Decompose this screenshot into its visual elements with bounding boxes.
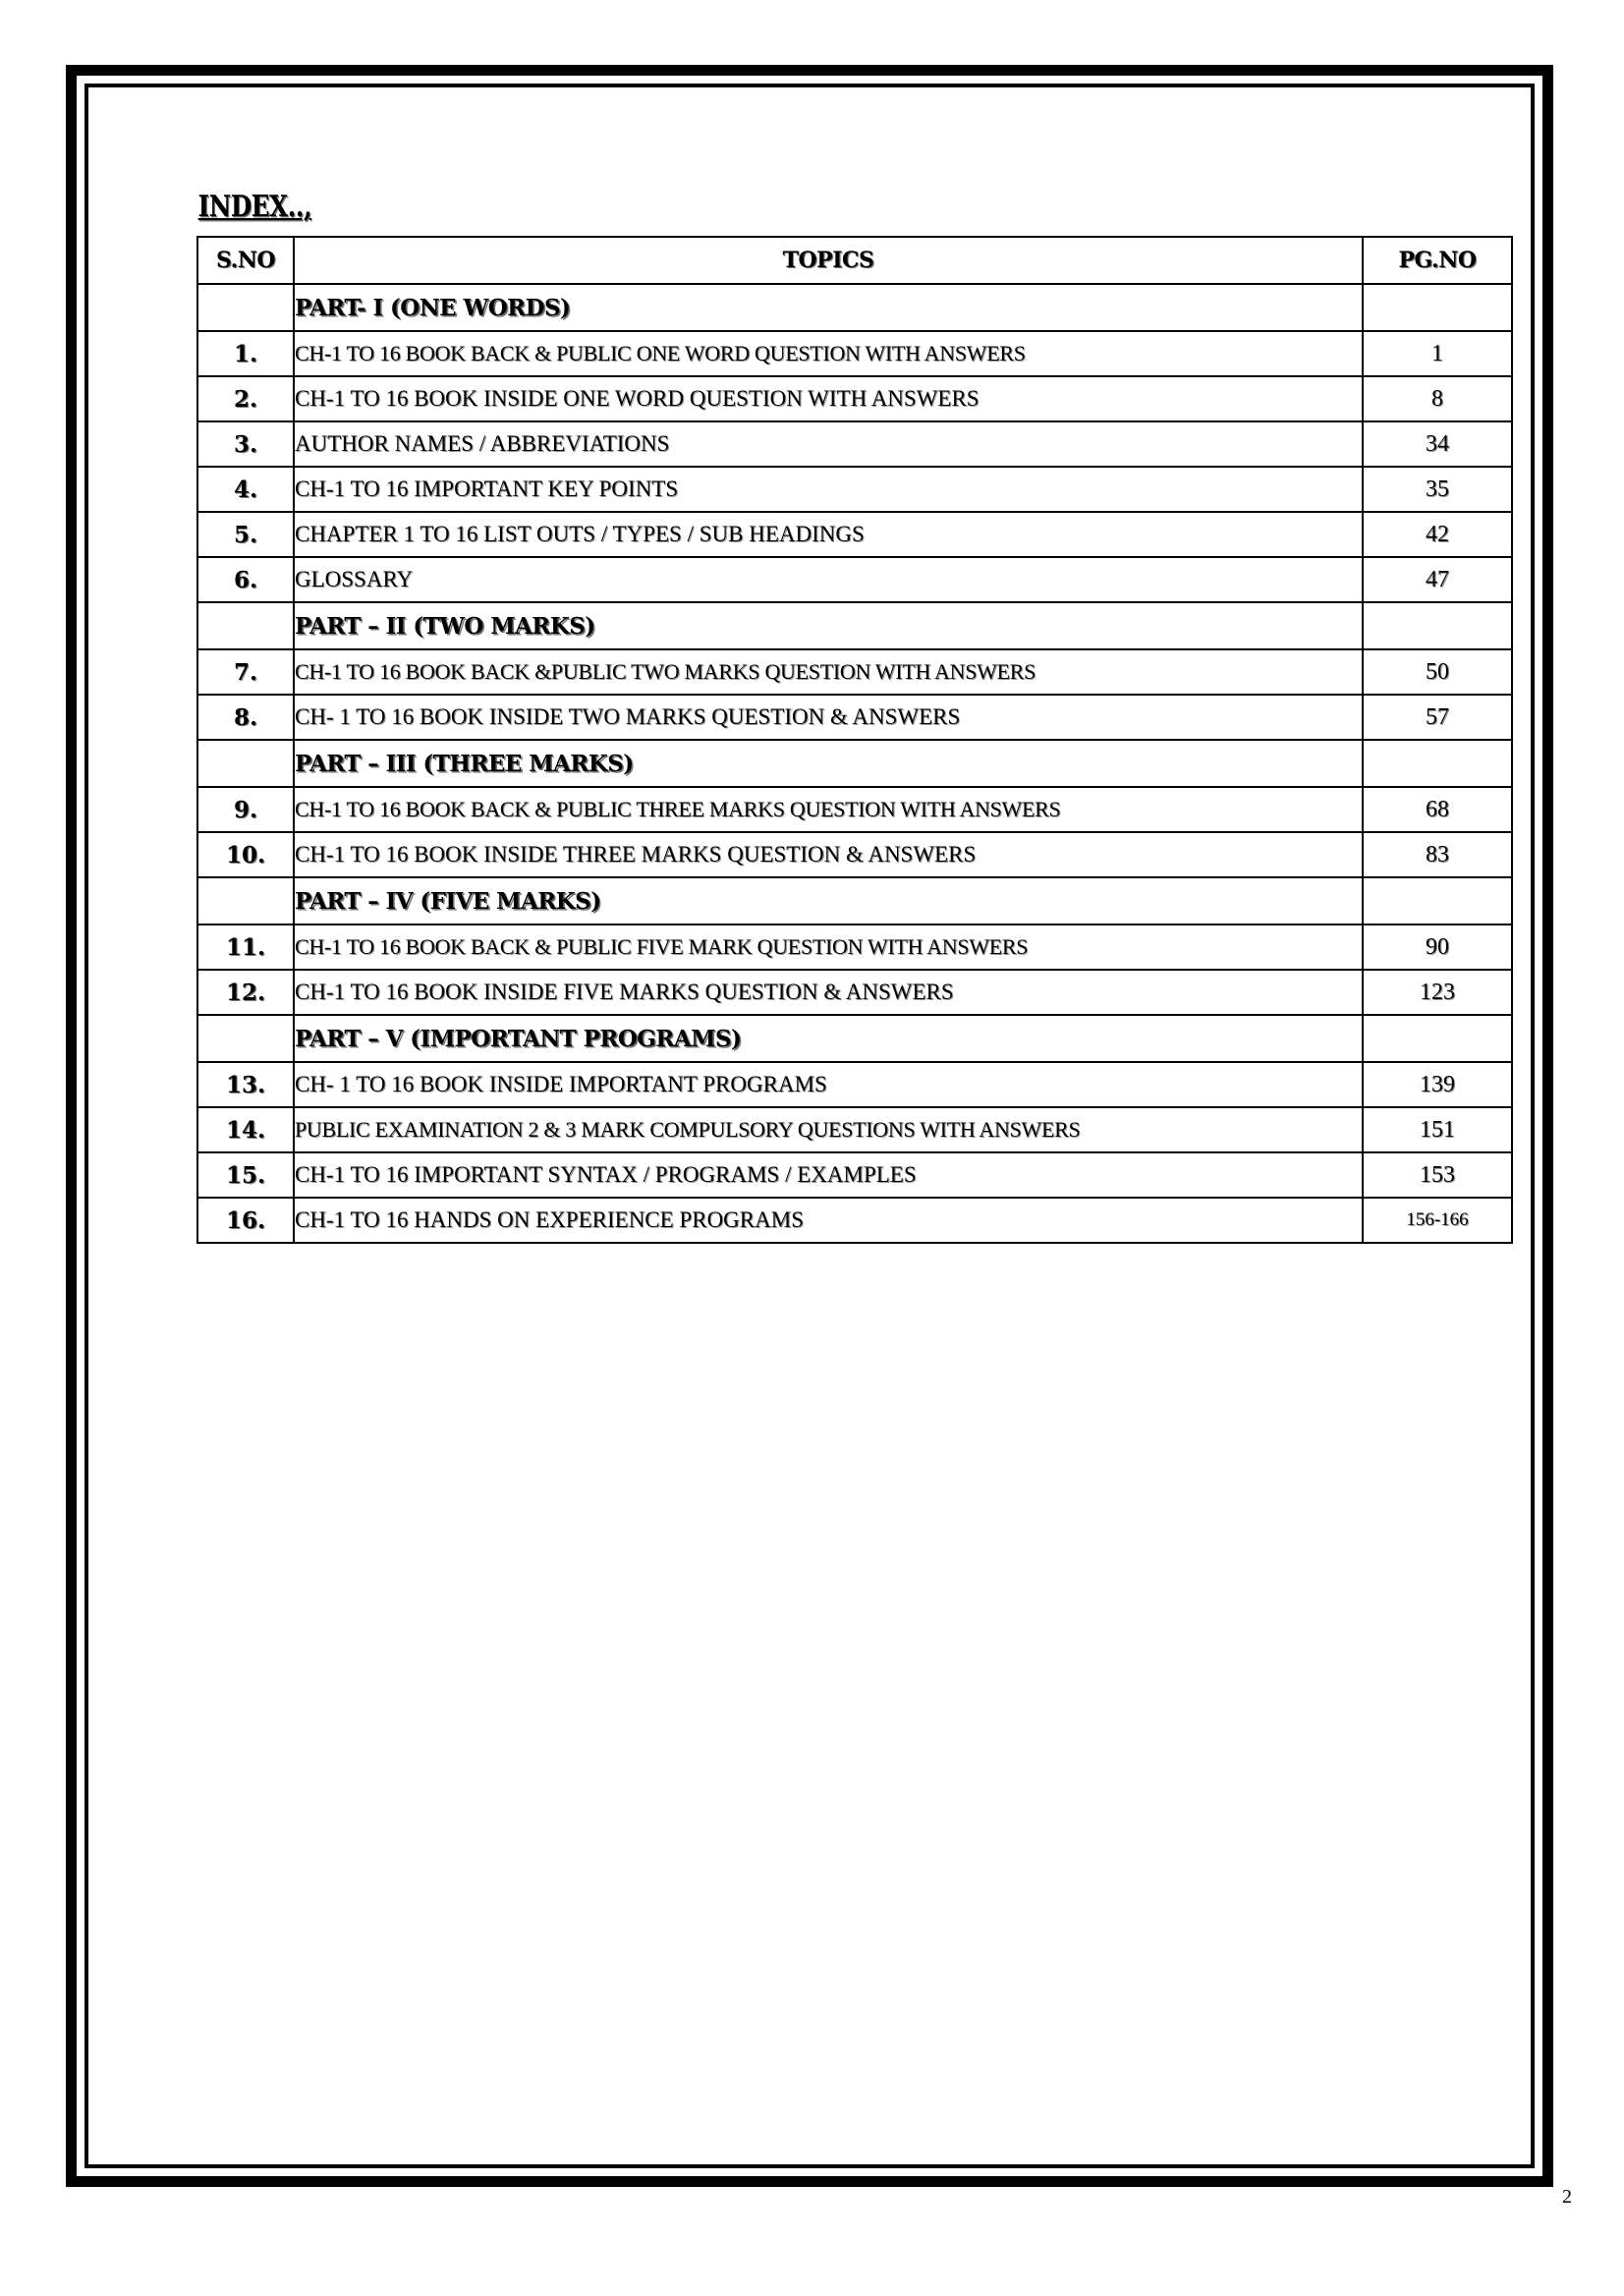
cell-page-number: 57 [1363,695,1512,740]
cell-serial-number: 11. [197,924,294,970]
cell-topic: AUTHOR NAMES / ABBREVIATIONS [294,421,1363,467]
cell-page-number: 156-166 [1363,1198,1512,1243]
cell-topic: CHAPTER 1 TO 16 LIST OUTS / TYPES / SUB HEADINGS [294,512,1363,557]
cell-serial-number [197,877,294,924]
table-row [197,512,1512,557]
cell-topic: CH-1 TO 16 BOOK BACK & PUBLIC THREE MARKS QUESTION WITH ANSWERS [294,787,1363,832]
cell-serial-number [197,740,294,787]
cell-topic: CH-1 TO 16 BOOK BACK &PUBLIC TWO MARKS QUESTION WITH ANSWERS [294,649,1363,695]
cell-topic: CH-1 TO 16 IMPORTANT SYNTAX / PROGRAMS / EXAMPLES [294,1152,1363,1198]
column-header-sno: S.NO [197,237,294,284]
table-row [197,376,1512,421]
cell-page-number: 83 [1363,832,1512,877]
cell-serial-number: 3. [197,421,294,467]
table-row [197,832,1512,877]
cell-serial-number: 13. [197,1062,294,1107]
table-row [197,649,1512,695]
table-row [197,1107,1512,1152]
cell-serial-number: 6. [197,557,294,602]
cell-topic: CH-1 TO 16 IMPORTANT KEY POINTS [294,467,1363,512]
table-row [197,557,1512,602]
cell-serial-number: 2. [197,376,294,421]
cell-page-number: 151 [1363,1107,1512,1152]
table-header-row [197,237,1512,284]
cell-serial-number: 5. [197,512,294,557]
table-row [197,421,1512,467]
table-body [197,284,1512,1243]
cell-page-number: 47 [1363,557,1512,602]
table-row [197,331,1512,376]
table-row [197,1152,1512,1198]
cell-page-number: 35 [1363,467,1512,512]
cell-page-number [1363,284,1512,331]
cell-topic: CH-1 TO 16 BOOK INSIDE THREE MARKS QUESTION & ANSWERS [294,832,1363,877]
cell-part-heading: PART – V (IMPORTANT PROGRAMS) [294,1015,1363,1062]
cell-page-number: 50 [1363,649,1512,695]
cell-serial-number: 7. [197,649,294,695]
cell-part-heading: PART – IV (FIVE MARKS) [294,877,1363,924]
cell-page-number: 153 [1363,1152,1512,1198]
cell-page-number [1363,1015,1512,1062]
cell-topic: CH-1 TO 16 BOOK BACK & PUBLIC FIVE MARK QUESTION WITH ANSWERS [294,924,1363,970]
cell-page-number [1363,740,1512,787]
cell-serial-number: 12. [197,970,294,1015]
table-row [197,1062,1512,1107]
cell-topic: CH-1 TO 16 BOOK INSIDE ONE WORD QUESTION WITH ANSWERS [294,376,1363,421]
table-row [197,695,1512,740]
cell-page-number: 123 [1363,970,1512,1015]
page-content [196,190,1513,1244]
cell-page-number [1363,602,1512,649]
part-heading-row [197,877,1512,924]
table-row [197,787,1512,832]
cell-serial-number: 10. [197,832,294,877]
page-number: 2 [1562,2186,1572,2208]
cell-serial-number [197,1015,294,1062]
cell-topic: CH-1 TO 16 BOOK INSIDE FIVE MARKS QUESTION & ANSWERS [294,970,1363,1015]
cell-topic: CH-1 TO 16 HANDS ON EXPERIENCE PROGRAMS [294,1198,1363,1243]
cell-serial-number: 9. [197,787,294,832]
part-heading-row [197,740,1512,787]
table-row [197,970,1512,1015]
cell-topic: CH-1 TO 16 BOOK BACK & PUBLIC ONE WORD QUESTION WITH ANSWERS [294,331,1363,376]
cell-page-number: 68 [1363,787,1512,832]
cell-topic: PUBLIC EXAMINATION 2 & 3 MARK COMPULSORY QUESTIONS WITH ANSWERS [294,1107,1363,1152]
cell-page-number: 139 [1363,1062,1512,1107]
cell-topic: CH- 1 TO 16 BOOK INSIDE IMPORTANT PROGRAMS [294,1062,1363,1107]
cell-serial-number [197,602,294,649]
cell-page-number: 34 [1363,421,1512,467]
cell-serial-number: 15. [197,1152,294,1198]
cell-serial-number: 8. [197,695,294,740]
page-title: INDEX.., [197,190,312,224]
cell-serial-number [197,284,294,331]
cell-serial-number: 4. [197,467,294,512]
cell-part-heading: PART- I (ONE WORDS) [294,284,1363,331]
part-heading-row [197,602,1512,649]
table-row [197,1198,1512,1243]
part-heading-row [197,1015,1512,1062]
cell-page-number: 90 [1363,924,1512,970]
cell-page-number: 8 [1363,376,1512,421]
cell-part-heading: PART – II (TWO MARKS) [294,602,1363,649]
cell-page-number: 1 [1363,331,1512,376]
cell-topic: CH- 1 TO 16 BOOK INSIDE TWO MARKS QUESTION & ANSWERS [294,695,1363,740]
part-heading-row [197,284,1512,331]
column-header-pgno: PG.NO [1363,237,1512,284]
table-row [197,924,1512,970]
table-row [197,467,1512,512]
index-table [196,236,1513,1244]
cell-topic: GLOSSARY [294,557,1363,602]
cell-serial-number: 16. [197,1198,294,1243]
cell-serial-number: 14. [197,1107,294,1152]
cell-page-number [1363,877,1512,924]
cell-page-number: 42 [1363,512,1512,557]
cell-part-heading: PART – III (THREE MARKS) [294,740,1363,787]
cell-serial-number: 1. [197,331,294,376]
column-header-topics: TOPICS [294,237,1363,284]
